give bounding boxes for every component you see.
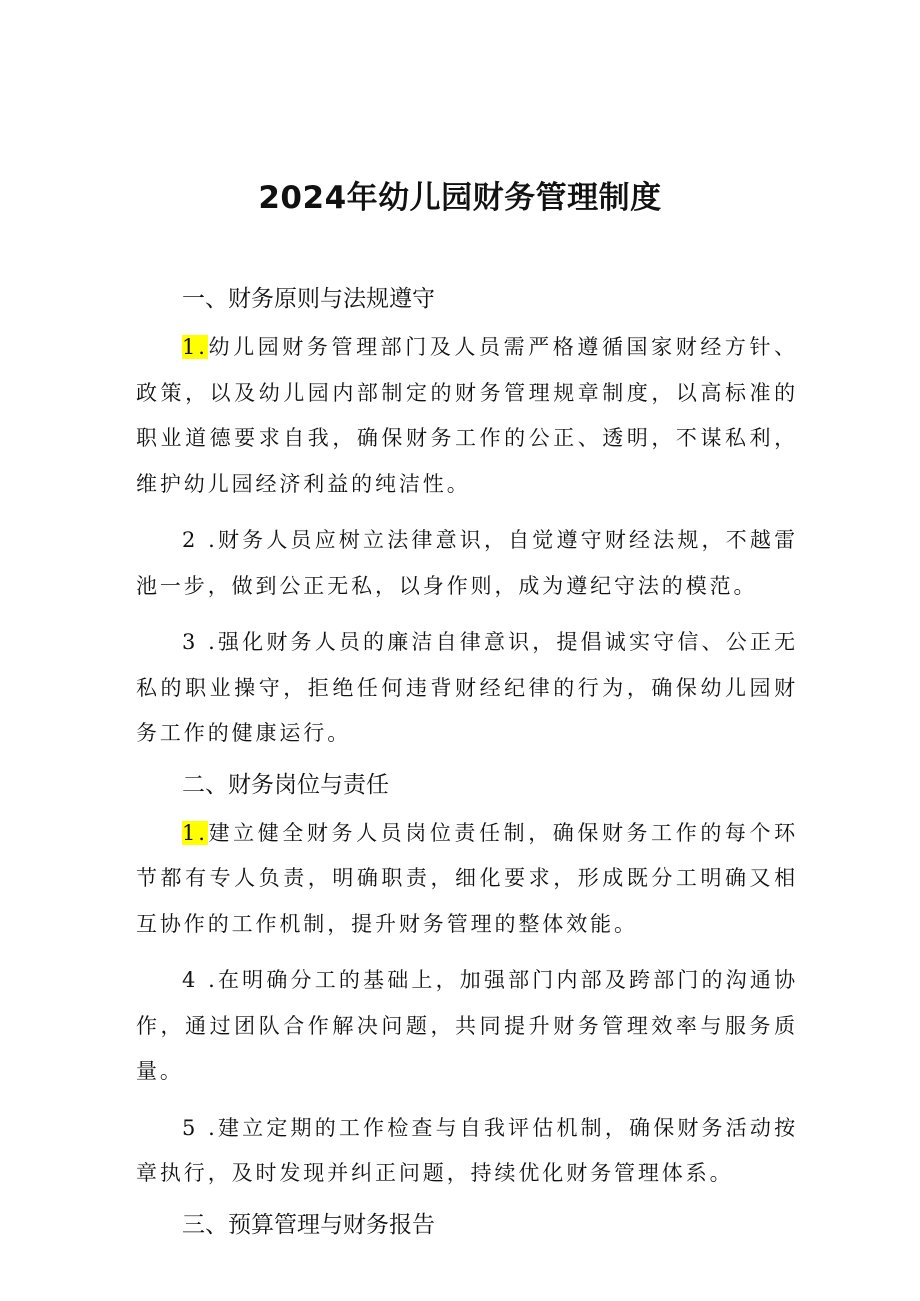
- paragraph: [136, 620, 798, 757]
- paragraph-text: 幼儿园财务管理部门及人员需严格遵循国家财经方针、政策，以及幼儿园内部制定的财务管理规章制度，以高标准的职业道德要求自我，确保财务工作的公正、透明，不谋私利，维护幼儿园经济利益的纯洁性。: [136, 335, 798, 496]
- paragraph: [136, 958, 798, 1095]
- item-number: 4 .: [182, 968, 218, 992]
- document-body: [136, 282, 798, 1251]
- item-number: 3 .: [182, 630, 218, 654]
- paragraph-text: 财务人员应树立法律意识，自觉遵守财经法规，不越雷池一步，做到公正无私，以身作则，成为遵纪守法的模范。: [136, 528, 798, 598]
- highlighted-item-number: 1.: [182, 335, 208, 359]
- item-number: 5 .: [182, 1115, 218, 1140]
- document-title: 2024年幼儿园财务管理制度: [258, 180, 662, 216]
- item-number: 2 .: [182, 528, 218, 552]
- section-heading: 二、财务岗位与责任: [182, 771, 389, 798]
- paragraph-text: 在明确分工的基础上，加强部门内部及跨部门的沟通协作，通过团队合作解决问题，共同提升财务管理效率与服务质量。: [136, 968, 798, 1083]
- paragraph-text: 强化财务人员的廉洁自律意识，提倡诚实守信、公正无私的职业操守，拒绝任何违背财经纪律的行为，确保幼儿园财务工作的健康运行。: [136, 630, 798, 745]
- paragraph-text: 建立健全财务人员岗位责任制，确保财务工作的每个环节都有专人负责，明确职责，细化要求，形成既分工明确又相互协作的工作机制，提升财务管理的整体效能。: [136, 820, 798, 936]
- section-heading: 三、预算管理与财务报告: [182, 1211, 435, 1238]
- section-heading: 一、财务原则与法规遵守: [182, 286, 435, 312]
- paragraph: [136, 1106, 798, 1197]
- highlighted-item-number: 1.: [182, 820, 208, 845]
- paragraph: [136, 325, 798, 507]
- paragraph: [136, 811, 798, 948]
- paragraph-text: 建立定期的工作检查与自我评估机制，确保财务活动按章执行，及时发现并纠正问题，持续优化财务管理体系。: [136, 1115, 798, 1185]
- paragraph: [136, 518, 798, 609]
